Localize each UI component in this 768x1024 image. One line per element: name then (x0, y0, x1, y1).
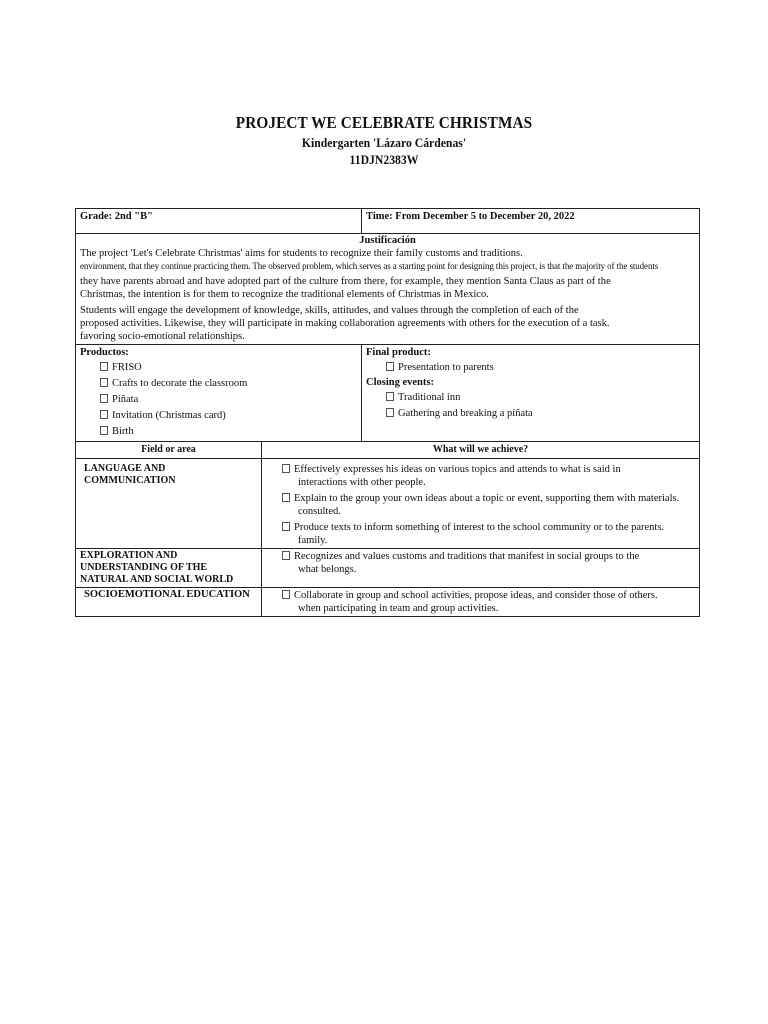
justification-line: Students will engage the development of knowledge, skills, attitudes, and values through the completion of each of the (80, 305, 579, 316)
area-header-row (76, 442, 700, 459)
justification-line: they have parents abroad and have adopted part of the culture from there, for example, they mention Santa Claus as part of the (80, 276, 611, 287)
time-cell: Time: From December 5 to December 20, 2022 (362, 209, 700, 234)
document-title: PROJECT WE CELEBRATE CHRISTMAS (235, 113, 533, 132)
area-row (76, 459, 700, 549)
final-product-cell (362, 345, 700, 442)
justification-heading: Justificación (359, 235, 416, 246)
list-item (100, 360, 357, 376)
list-item (100, 376, 357, 392)
list-item (386, 390, 695, 406)
achievements-cell (262, 459, 700, 549)
achievement-text-continued: consulted. (298, 506, 341, 517)
product-item: Birth (112, 426, 134, 437)
checkbox-bullet-icon (282, 551, 290, 560)
justification-line: environment, that they continue practicing them. The observed problem, which serves as a starting point for designing this project, is that the majority of the students (80, 261, 659, 271)
document-header (0, 112, 768, 168)
list-item (100, 424, 357, 440)
justification-line: Christmas, the intention is for them to recognize the traditional elements of Christmas in Mexico. (80, 289, 489, 300)
achievement-text: Collaborate in group and school activities, propose ideas, and consider those of others. (294, 590, 658, 601)
list-item (386, 406, 695, 422)
closing-events-list (366, 390, 695, 422)
list-item (100, 392, 357, 408)
achievement-item (282, 463, 695, 489)
justification-line: favoring socio-emotional relationships. (80, 331, 245, 342)
justification-line: The project 'Let's Celebrate Christmas' aims for students to recognize their family customs and traditions. (80, 248, 523, 259)
achievement-item (282, 550, 695, 576)
closing-event-item: Traditional inn (398, 392, 461, 403)
final-product-item: Presentation to parents (398, 362, 494, 373)
school-code: 11DJN2383W (349, 152, 419, 167)
area-name: SOCIOEMOTIONAL EDUCATION (76, 588, 262, 617)
achievement-text: Effectively expresses his ideas on various topics and attends to what is said in (294, 464, 621, 475)
field-header: Field or area (76, 442, 262, 459)
checkbox-bullet-icon (100, 394, 108, 403)
checkbox-bullet-icon (282, 590, 290, 599)
school-name: Kindergarten 'Lázaro Cárdenas' (301, 135, 467, 150)
area-row (76, 588, 700, 617)
achievement-item (282, 589, 695, 615)
grade-cell: Grade: 2nd "B" (76, 209, 362, 234)
checkbox-bullet-icon (282, 493, 290, 502)
achievement-text: Recognizes and values customs and traditions that manifest in social groups to the (294, 551, 640, 562)
list-item (100, 408, 357, 424)
achievement-text-continued: interactions with other people. (298, 477, 426, 488)
final-product-list (366, 360, 695, 376)
checkbox-bullet-icon (100, 426, 108, 435)
products-list (80, 360, 357, 440)
area-name: EXPLORATION AND UNDERSTANDING OF THE NATURAL AND SOCIAL WORLD (76, 549, 262, 588)
area-name: LANGUAGE AND COMMUNICATION (76, 459, 262, 549)
achievement-item (282, 492, 695, 518)
checkbox-bullet-icon (282, 522, 290, 531)
list-item (386, 360, 695, 376)
achievement-text-continued: when participating in team and group activities. (298, 603, 499, 614)
product-item: Invitation (Christmas card) (112, 410, 226, 421)
products-row (76, 345, 700, 442)
achievement-text: Produce texts to inform something of interest to the school community or to the parents. (294, 522, 665, 533)
checkbox-bullet-icon (386, 362, 394, 371)
project-table (75, 208, 700, 617)
product-item: Crafts to decorate the classroom (112, 378, 248, 389)
products-label: Productos: (80, 347, 129, 358)
justification-cell (76, 234, 700, 345)
area-row (76, 549, 700, 588)
checkbox-bullet-icon (282, 464, 290, 473)
checkbox-bullet-icon (100, 378, 108, 387)
justification-row (76, 234, 700, 345)
achievements-cell (262, 549, 700, 588)
checkbox-bullet-icon (100, 410, 108, 419)
achievement-text-continued: what belongs. (298, 564, 357, 575)
products-cell (76, 345, 362, 442)
closing-events-label: Closing events: (366, 377, 434, 388)
achieve-header: What will we achieve? (262, 442, 700, 459)
product-item: FRISO (112, 362, 142, 373)
final-product-label: Final product: (366, 347, 431, 358)
checkbox-bullet-icon (100, 362, 108, 371)
checkbox-bullet-icon (386, 408, 394, 417)
achievement-item (282, 521, 695, 547)
achievement-text-continued: family. (298, 535, 328, 546)
achievements-cell (262, 588, 700, 617)
achievement-text: Explain to the group your own ideas about a topic or event, supporting them with materials. (294, 493, 680, 504)
closing-event-item: Gathering and breaking a piñata (398, 408, 533, 419)
grade-time-row (76, 209, 700, 234)
justification-line: proposed activities. Likewise, they will participate in making collaboration agreements with others for the execution of a task. (80, 318, 610, 329)
checkbox-bullet-icon (386, 392, 394, 401)
product-item: Piñata (112, 394, 139, 405)
